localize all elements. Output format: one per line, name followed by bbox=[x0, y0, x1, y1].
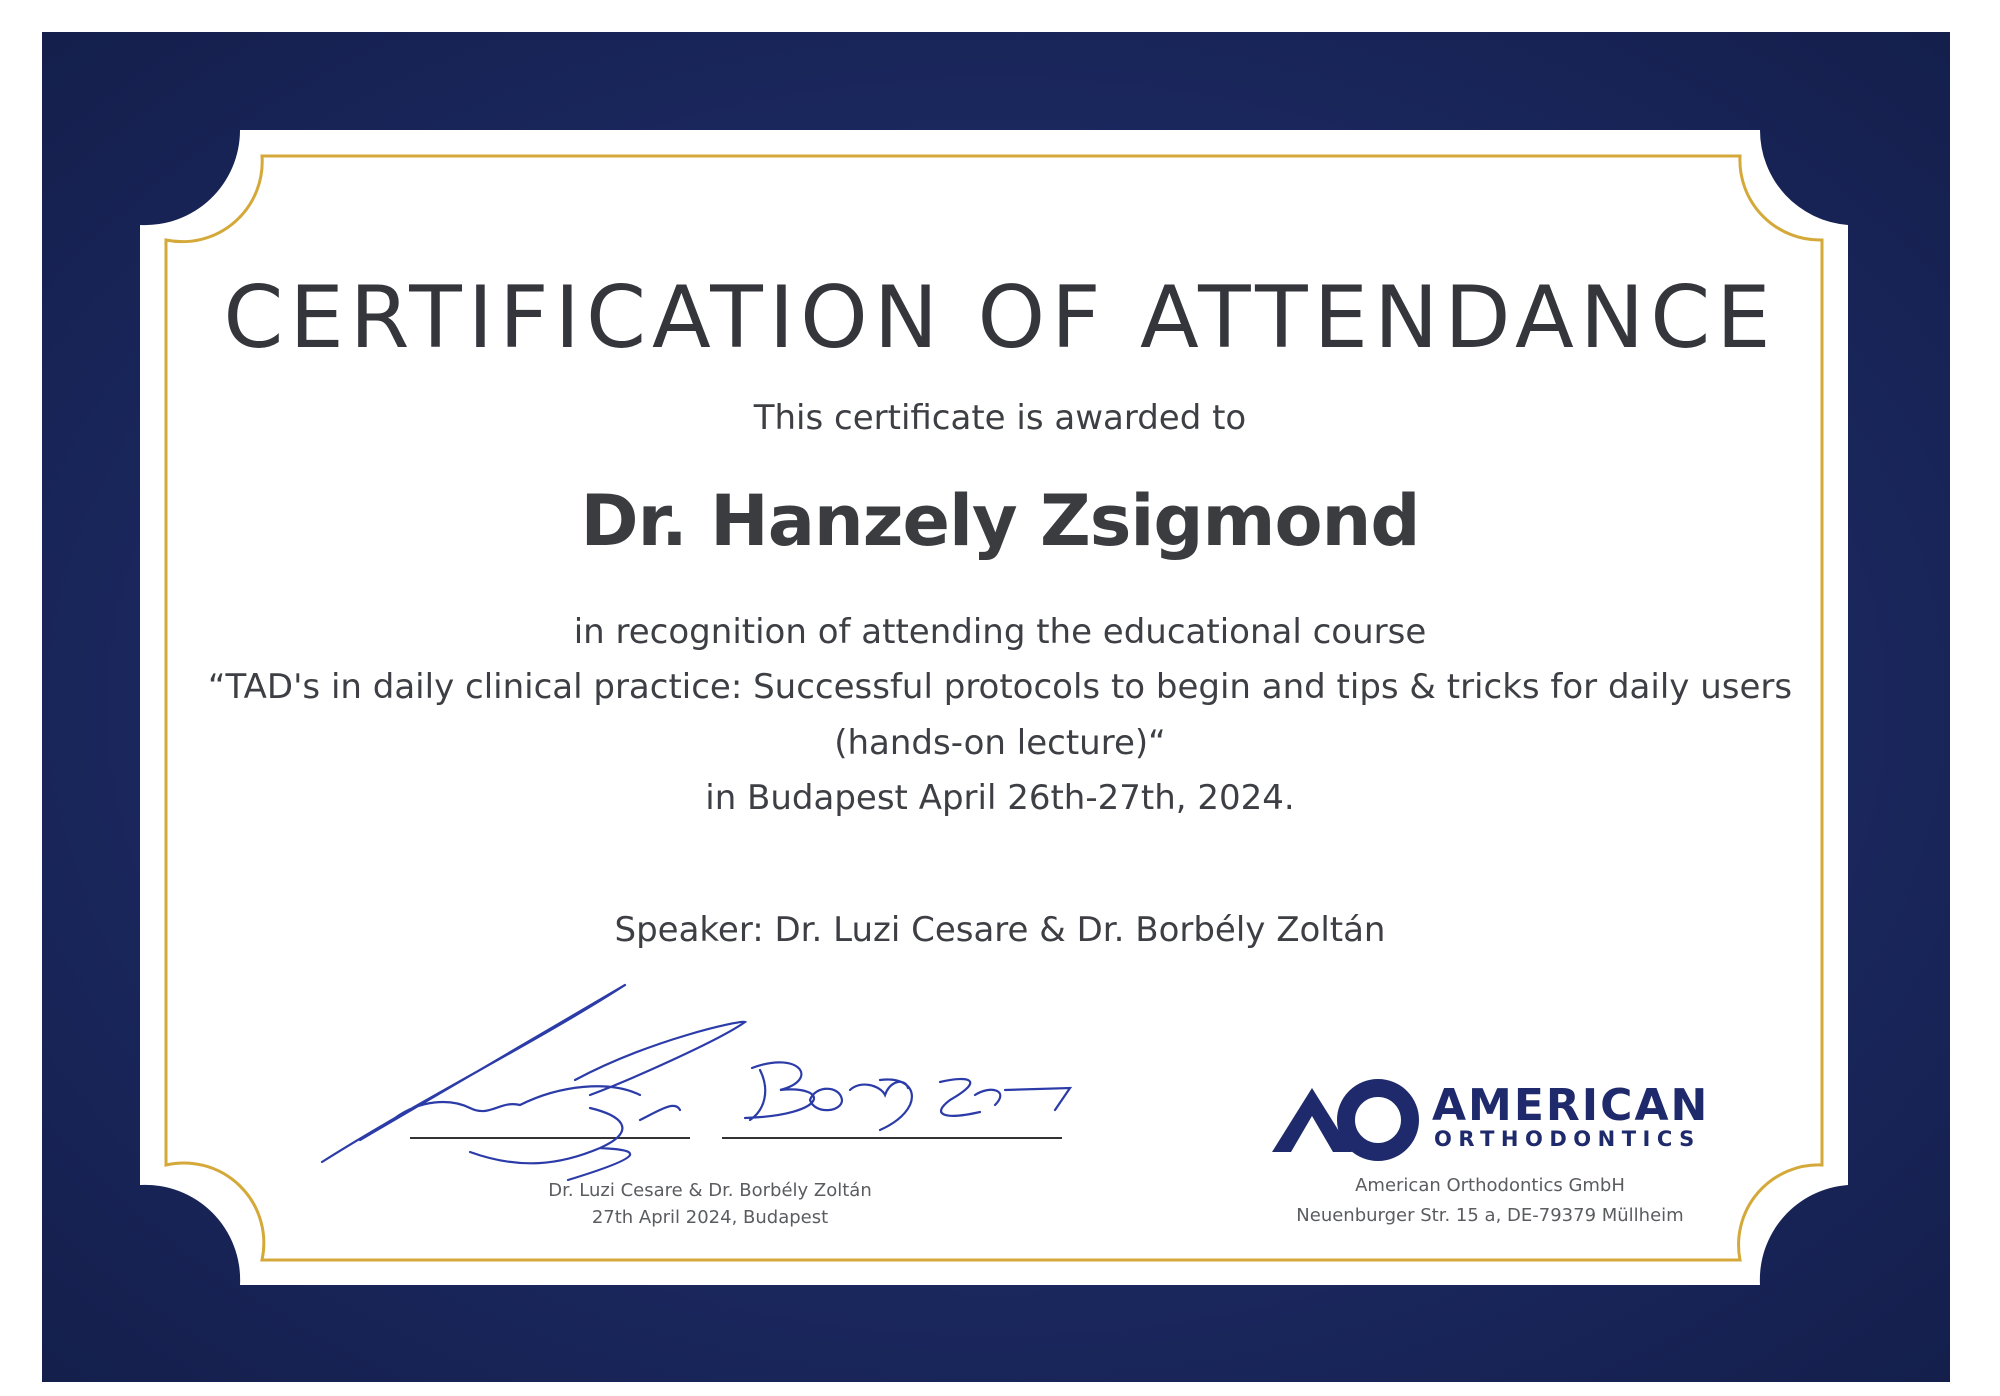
logo-word-orthodontics: ORTHODONTICS bbox=[1434, 1127, 1701, 1151]
certificate-title: CERTIFICATION OF ATTENDANCE bbox=[223, 268, 1777, 368]
speaker-line: Speaker: Dr. Luzi Cesare & Dr. Borbély Zoltán bbox=[614, 910, 1386, 950]
awarded-to-label: This certificate is awarded to bbox=[753, 398, 1247, 438]
signatory-names: Dr. Luzi Cesare & Dr. Borbély Zoltán bbox=[548, 1180, 872, 1201]
course-place-date: in Budapest April 26th-27th, 2024. bbox=[705, 778, 1295, 818]
course-title-line1: “TAD's in daily clinical practice: Successful protocols to begin and tips & tricks for daily users bbox=[207, 667, 1793, 707]
company-name: American Orthodontics GmbH bbox=[1355, 1175, 1625, 1196]
company-address: Neuenburger Str. 15 a, DE-79379 Müllheim bbox=[1296, 1205, 1684, 1226]
course-title-line2: (hands-on lecture)“ bbox=[834, 723, 1166, 763]
logo-word-american: AMERICAN bbox=[1432, 1080, 1710, 1131]
recipient-name: Dr. Hanzely Zsigmond bbox=[580, 480, 1420, 562]
signature-date-place: 27th April 2024, Budapest bbox=[591, 1207, 829, 1228]
recognition-line: in recognition of attending the educational course bbox=[573, 612, 1427, 652]
